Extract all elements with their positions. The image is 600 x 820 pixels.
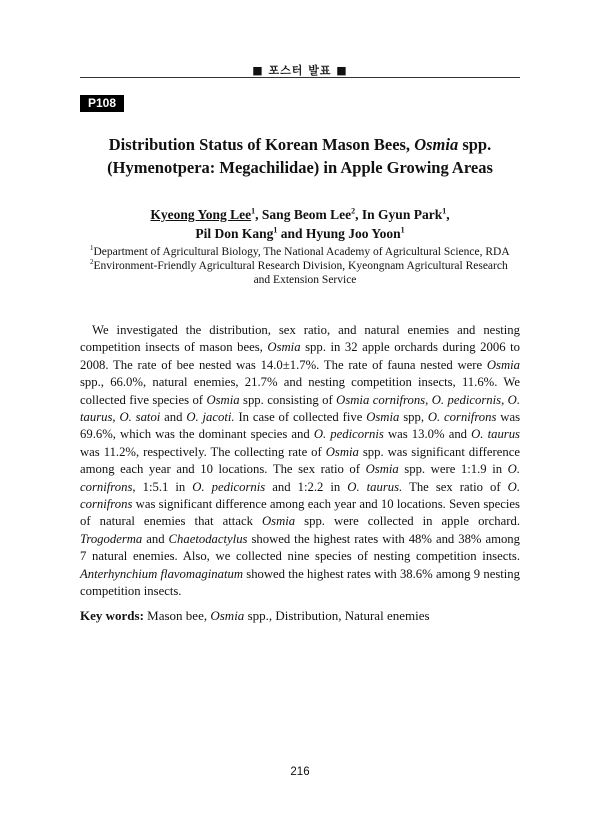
italic-term: O. taurus. <box>347 479 403 494</box>
affiliation-line <box>90 273 520 287</box>
text-run: spp., Distribution, Natural enemies <box>244 608 430 623</box>
author-name: In Gyun Park <box>361 207 443 222</box>
affiliation-sup: 2 <box>90 258 94 267</box>
text-run: The sex ratio of <box>402 479 508 494</box>
author-line-1 <box>60 205 540 224</box>
text-run: spp. consisting of <box>239 392 337 407</box>
affiliation-block <box>90 245 520 287</box>
affiliation-sup: 1 <box>90 244 94 253</box>
italic-term: Osmia <box>210 608 245 623</box>
text-run: , 1:5.1 in <box>132 479 193 494</box>
italic-term: Osmia <box>261 514 296 529</box>
title-line-1 <box>60 133 540 156</box>
affiliation-line <box>90 259 520 273</box>
author-affil-sup: 1 <box>400 225 405 235</box>
author-affil-sup: 1 <box>442 206 447 216</box>
author-sep: and <box>277 226 306 241</box>
text-run: and <box>142 531 169 546</box>
paper-title <box>60 133 540 179</box>
italic-term: Osmia <box>267 340 301 355</box>
title-line-1-post: spp. <box>458 135 492 154</box>
italic-term: Trogoderma <box>80 531 143 546</box>
author-affil-sup: 1 <box>251 206 256 216</box>
affiliation-text: and Extension Service <box>253 274 357 286</box>
author-sep: , <box>355 207 362 222</box>
text-run: spp., 66.0%, natural enemies, 21.7% and nesting competition insects, 11.6%. We collected five species of <box>80 375 520 407</box>
italic-term: Osmia <box>365 462 399 477</box>
italic-term: O. taurus <box>471 427 520 442</box>
author-affil-sup: 2 <box>351 206 356 216</box>
author-list <box>60 205 540 243</box>
keywords-label: Key words: <box>80 608 144 623</box>
keywords-line <box>80 607 520 624</box>
header-divider <box>80 77 520 78</box>
italic-term: O. cornifrons <box>80 462 521 494</box>
text-run: and 1:2.2 in <box>265 479 348 494</box>
italic-term: O. pedicornis <box>192 479 266 494</box>
italic-term: Anterhynchium flavomaginatum <box>80 566 243 581</box>
text-run: and <box>160 410 187 425</box>
text-run: Mason bee, <box>143 608 211 623</box>
text-run: was 11.2%, respectively. The collecting rate of <box>80 444 326 459</box>
text-run: was significant difference among each year and 10 locations. Seven species of natural enemies that attack <box>80 497 520 529</box>
text-run: spp, <box>399 410 428 425</box>
text-run: was 69.6%, which was the dominant species and <box>80 410 521 442</box>
text-run: showed the highest rates with 38.6% among 9 nesting competition insects. <box>80 566 520 599</box>
text-run: showed the highest rates with 48% and 38% among 7 natural enemies. Also, we collected nine species of nesting competition insects. <box>80 531 520 564</box>
author-affil-sup: 1 <box>273 225 278 235</box>
poster-code-badge: P108 <box>80 95 124 112</box>
author-line-2 <box>60 224 540 243</box>
affiliation-text: Department of Agricultural Biology, The National Academy of Agricultural Science, RDA <box>93 246 510 258</box>
affiliation-text: Environment-Friendly Agricultural Research Division, Kyeongnam Agricultural Research <box>93 260 508 272</box>
italic-term: Osmia <box>206 392 240 407</box>
abstract-paragraph <box>80 322 520 601</box>
text-run: In case of collected five <box>234 410 367 425</box>
italic-term: Osmia <box>325 444 359 459</box>
text-run: spp. in 32 apple orchards during 2006 to 2008. The rate of bee nested was 14.0±1.7%. The rate of fauna nested were <box>80 340 520 372</box>
italic-term: O. cornifrons <box>427 410 497 425</box>
affiliation-line <box>90 245 520 259</box>
text-run: , <box>425 392 432 407</box>
italic-term: Osmia <box>366 410 400 425</box>
author-sep: , <box>446 207 450 222</box>
author-sep: , <box>255 207 262 222</box>
author-name: Sang Beom Lee <box>261 207 352 222</box>
italic-term: O. pedicornis <box>313 427 384 442</box>
page-number: 216 <box>290 766 310 778</box>
title-genus: Osmia <box>414 135 459 154</box>
italic-term: Osmia cornifrons <box>336 392 426 407</box>
text-run: We investigated the distribution, sex ratio, and natural enemies and nesting competition insects of mason bees, <box>80 323 520 355</box>
text-run: spp. were 1:1.9 in <box>398 462 508 477</box>
text-run: was 13.0% and <box>383 427 472 442</box>
italic-term: O. cornifrons <box>80 479 521 512</box>
author-name: Hyung Joo Yoon <box>305 226 401 241</box>
text-run: spp. were collected in apple orchard. <box>295 514 520 529</box>
author-name: Pil Don Kang <box>195 226 274 241</box>
section-header: ■ 포스터 발표 ■ <box>252 64 348 77</box>
italic-term: Osmia <box>486 357 520 372</box>
title-line-2: (Hymenotpera: Megachilidae) in Apple Growing Areas <box>107 158 493 177</box>
author-name: Kyeong Yong Lee <box>150 207 252 222</box>
text-run: spp. was significant difference among each year and 10 locations. The sex ratio of <box>80 444 520 477</box>
title-line-1-pre: Distribution Status of Korean Mason Bees, <box>108 135 415 154</box>
italic-term: Chaetodactylus <box>168 531 248 546</box>
italic-term: O. pedicornis, O. taurus, O. satoi <box>80 392 521 425</box>
italic-term: O. jacoti. <box>186 410 235 425</box>
